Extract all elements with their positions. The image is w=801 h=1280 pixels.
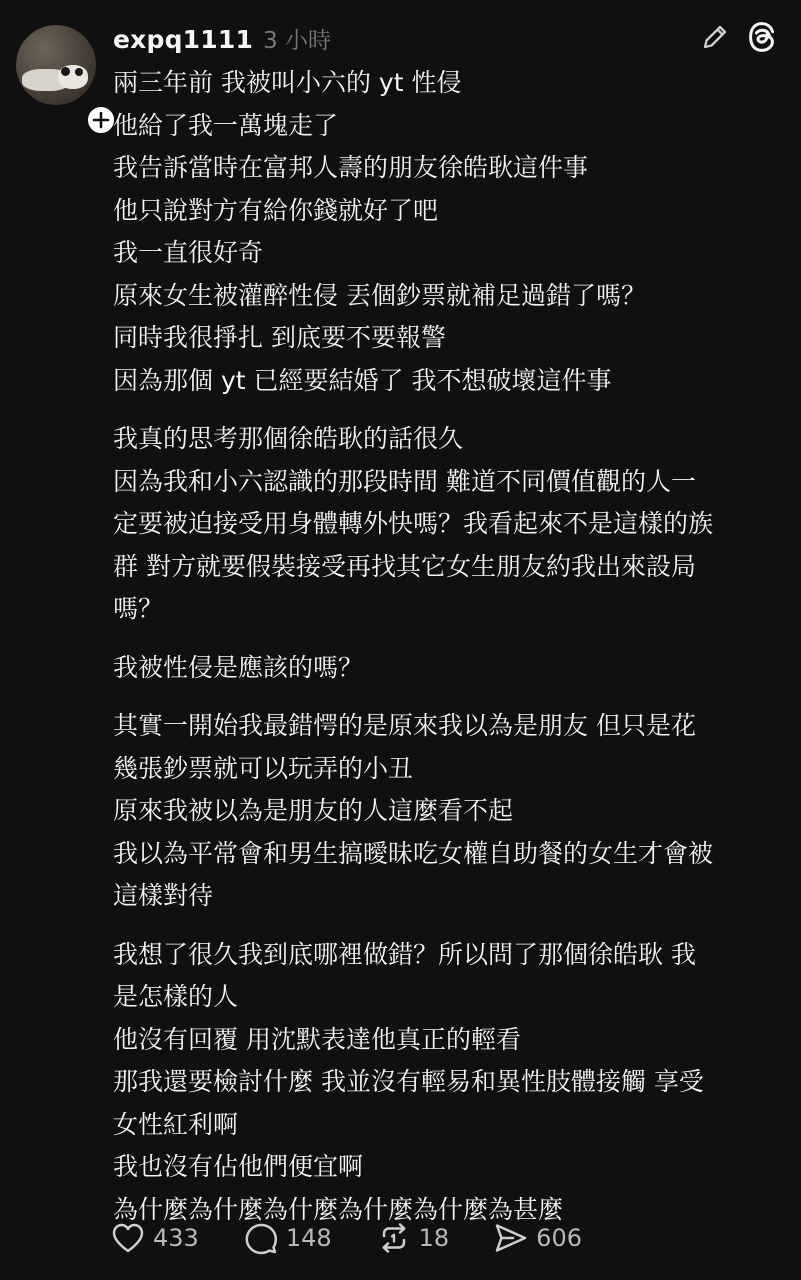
username[interactable]: expq1111 <box>113 25 254 54</box>
paragraph-5 <box>113 934 788 1232</box>
comment-count: 148 <box>285 1224 332 1252</box>
repost-count: 18 <box>418 1224 450 1252</box>
paragraph-3 <box>113 647 788 690</box>
threads-logo-button[interactable] <box>746 20 778 54</box>
paragraph-1 <box>113 62 788 402</box>
like-button[interactable] <box>110 1221 199 1255</box>
post-text-line: 我被性侵是應該的嗎？ <box>113 652 364 682</box>
post-text-line: 我告訴當時在富邦人壽的朋友徐皓耿這件事 <box>113 153 589 182</box>
post-text-line: 女性紅利啊 <box>113 1109 239 1139</box>
like-count: 433 <box>153 1224 199 1252</box>
post-text-line: 同時我很掙扎 到底要不要報警 <box>113 323 446 352</box>
post-text-line: 他沒有回覆 用沈默表達他真正的輕看 <box>113 1024 521 1054</box>
post-text-line: 為什麼為什麼為什麼為什麼為什麼為甚麼 <box>113 1194 564 1224</box>
post-text-line: 他只說對方有給你錢就好了吧 <box>113 195 439 225</box>
post-text-line: 幾張鈔票就可以玩弄的小丑 <box>113 753 414 783</box>
post-text-line: 其實一開始我最錯愕的是原來我以為是朋友 但只是花 <box>113 711 696 740</box>
post-text-line: 那我還要檢討什麼 我並沒有輕易和異性肢體接觸 享受 <box>113 1067 704 1096</box>
post-header <box>113 22 331 54</box>
post-text-line: 原來女生被灌醉性侵 丟個鈔票就補足過錯了嗎？ <box>113 280 646 310</box>
heart-icon <box>110 1221 146 1255</box>
post-text-line: 我也沒有佔他們便宜啊 <box>113 1152 364 1181</box>
share-button[interactable] <box>493 1221 582 1255</box>
plus-icon <box>92 111 110 129</box>
post-text-line: 原來我被以為是朋友的人這麼看不起 <box>113 796 514 825</box>
post-text-line: 我以為平常會和男生搞曖昧吃女權自助餐的女生才會被 <box>113 838 714 868</box>
avatar-container <box>16 25 98 107</box>
paragraph-2 <box>113 418 788 631</box>
post-text-line: 這樣對待 <box>113 881 214 910</box>
edit-button[interactable] <box>700 22 730 52</box>
post-text-line: 兩三年前 我被叫小六的 yt 性侵 <box>113 68 462 97</box>
avatar[interactable] <box>16 25 96 105</box>
post-text-line: 我想了很久我到底哪裡做錯？所以問了那個徐皓耿 我 <box>113 939 696 969</box>
post-text-line: 因為那個 yt 已經要結婚了 我不想破壞這件事 <box>113 365 612 395</box>
post-text-line: 我真的思考那個徐皓耿的話很久 <box>113 424 464 453</box>
post-timestamp: 3 小時 <box>263 28 332 54</box>
post-text-line: 嗎？ <box>113 594 164 623</box>
share-count: 606 <box>536 1224 582 1252</box>
repost-button[interactable] <box>376 1221 450 1255</box>
avatar-panda <box>58 65 88 89</box>
post-text-line: 他給了我一萬塊走了 <box>113 110 339 140</box>
action-bar <box>110 1218 626 1258</box>
post-text-line: 我一直很好奇 <box>113 238 264 267</box>
pencil-icon <box>700 22 730 52</box>
paragraph-4 <box>113 705 788 918</box>
post-text-line: 因為我和小六認識的那段時間 難道不同價值觀的人一 <box>113 466 696 496</box>
comment-button[interactable] <box>243 1221 332 1255</box>
repost-icon <box>376 1221 412 1255</box>
threads-logo-icon <box>746 20 778 54</box>
post-text-line: 定要被迫接受用身體轉外快嗎？我看起來不是這樣的族 <box>113 509 714 538</box>
send-icon <box>493 1221 529 1255</box>
comment-bubble-icon <box>243 1221 279 1255</box>
post-body <box>113 62 788 1247</box>
post-text-line: 是怎樣的人 <box>113 982 239 1011</box>
post-text-line: 群 對方就要假裝接受再找其它女生朋友約我出來設局 <box>113 551 696 581</box>
